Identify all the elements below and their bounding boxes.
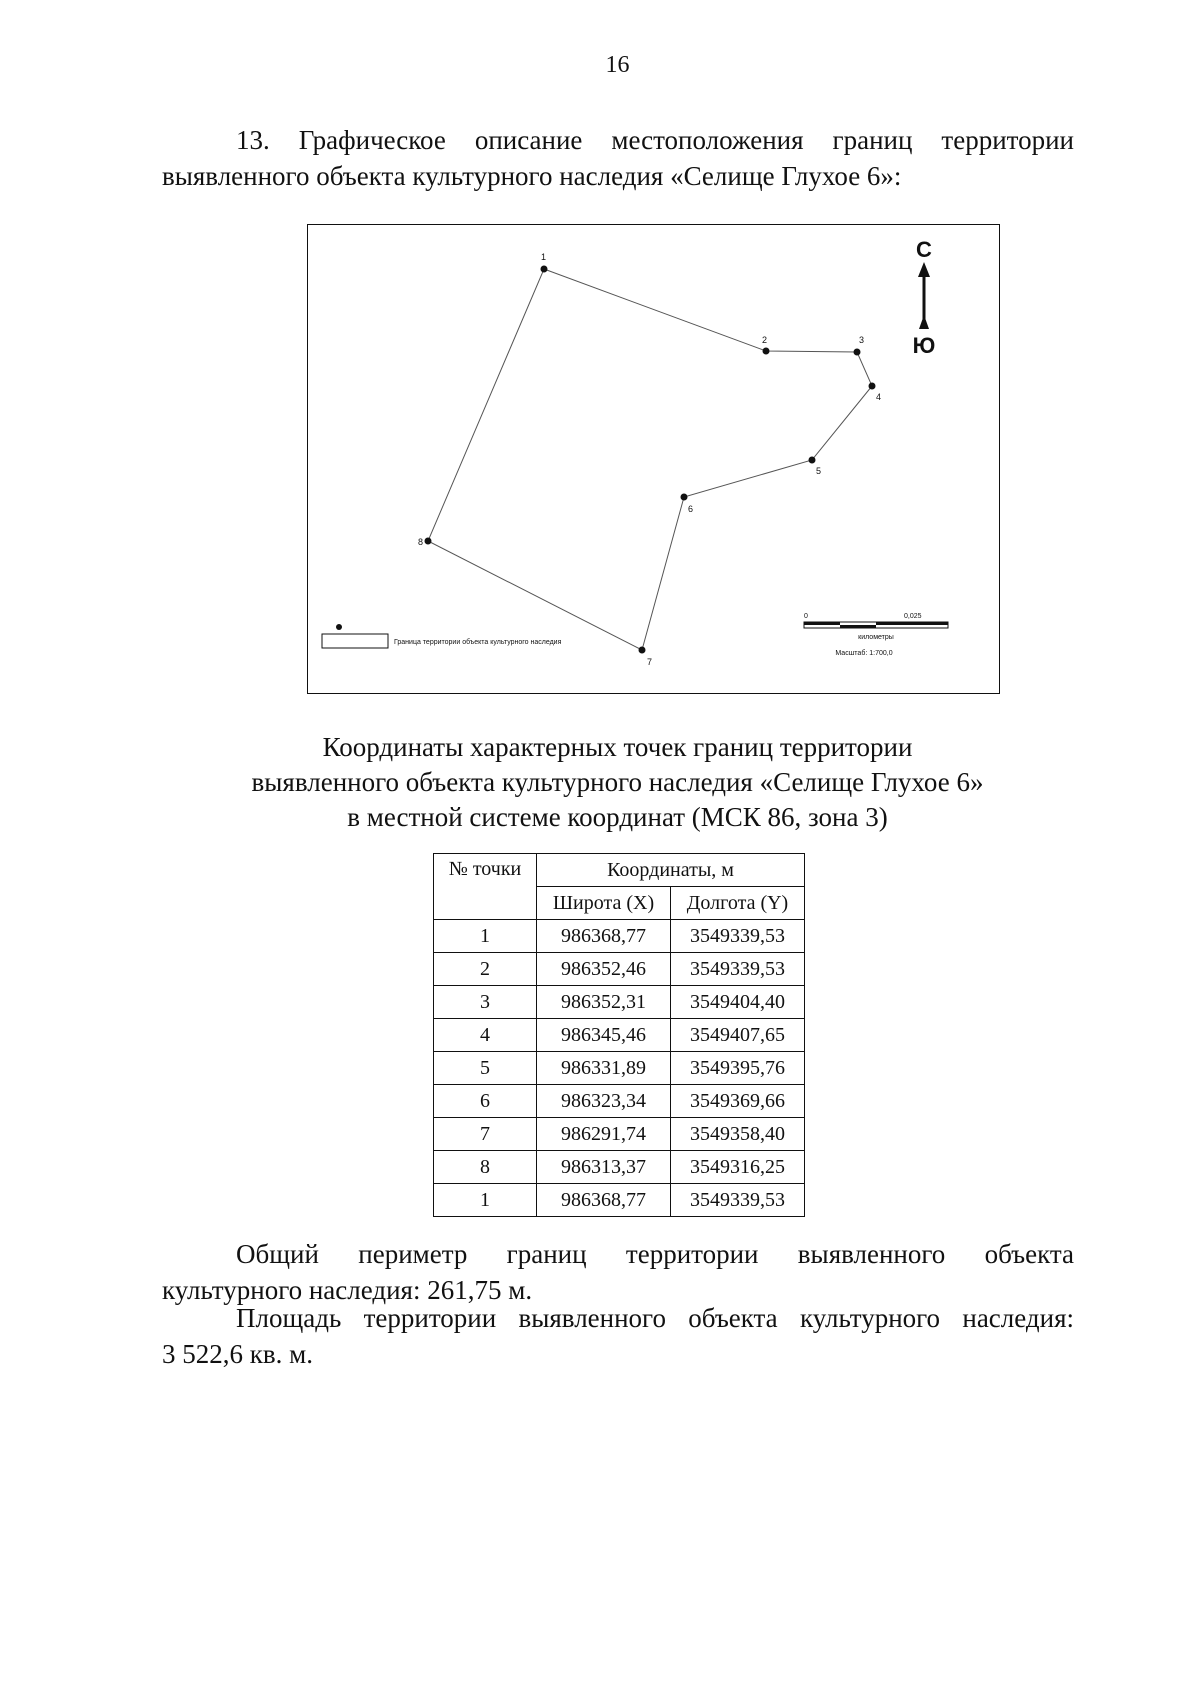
boundary-points	[425, 266, 876, 654]
area-line-1: Площадь территории выявленного объекта культурного наследия:	[236, 1303, 1074, 1333]
point-marker-2	[763, 348, 770, 355]
point-number-cell: 3	[434, 986, 537, 1019]
point-marker-1	[541, 266, 548, 273]
x-cell: 986313,37	[537, 1151, 671, 1184]
point-marker-6	[681, 494, 688, 501]
y-cell: 3549395,76	[671, 1052, 805, 1085]
y-cell: 3549407,65	[671, 1019, 805, 1052]
perimeter-line-1: Общий периметр границ территории выявленного объекта	[236, 1239, 1074, 1269]
scale-start-label: 0	[804, 613, 808, 620]
boundary-polygon	[428, 269, 872, 650]
point-marker-7	[639, 647, 646, 654]
perimeter-line-2: культурного наследия: 261,75 м.	[162, 1275, 533, 1305]
x-cell: 986323,34	[537, 1085, 671, 1118]
map-legend	[322, 624, 562, 648]
area-paragraph	[162, 1300, 1074, 1372]
table-row	[434, 920, 805, 953]
map-svg	[308, 225, 998, 692]
point-marker-4	[869, 383, 876, 390]
table-row	[434, 986, 805, 1019]
point-label-6: 6	[688, 504, 694, 514]
south-label: Ю	[912, 333, 936, 358]
coordinates-title	[0, 730, 1200, 835]
boundary-map	[307, 224, 1000, 694]
y-cell: 3549316,25	[671, 1151, 805, 1184]
point-marker-3	[854, 349, 861, 356]
coordinates-title-line-3: в местной системе координат (МСК 86, зона 3)	[347, 802, 888, 832]
point-label-8: 8	[418, 537, 424, 547]
point-number-cell: 7	[434, 1118, 537, 1151]
x-cell: 986345,46	[537, 1019, 671, 1052]
scale-ratio-label: Масштаб: 1:700,0	[835, 650, 893, 657]
x-cell: 986352,46	[537, 953, 671, 986]
table-row	[434, 1052, 805, 1085]
x-cell: 986331,89	[537, 1052, 671, 1085]
point-label-5: 5	[816, 466, 822, 476]
coordinates-title-line-2: выявленного объекта культурного наследия «Селище Глухое 6»	[251, 767, 984, 797]
point-label-2: 2	[762, 335, 768, 345]
intro-line-1: 13. Графическое описание местоположения границ территории	[236, 125, 1074, 155]
header-latitude: Широта (X)	[537, 887, 671, 920]
table-row	[434, 1184, 805, 1217]
point-number-cell: 2	[434, 953, 537, 986]
scale-units-label: километры	[858, 634, 894, 641]
x-cell: 986291,74	[537, 1118, 671, 1151]
scale-bar	[804, 613, 948, 657]
point-number-cell: 8	[434, 1151, 537, 1184]
point-number-cell: 5	[434, 1052, 537, 1085]
point-label-3: 3	[859, 335, 865, 345]
x-cell: 986368,77	[537, 1184, 671, 1217]
scale-end-label: 0,025	[904, 613, 922, 620]
table-row	[434, 1118, 805, 1151]
y-cell: 3549339,53	[671, 920, 805, 953]
point-number-cell: 6	[434, 1085, 537, 1118]
y-cell: 3549339,53	[671, 953, 805, 986]
point-marker-5	[809, 457, 816, 464]
legend-point-icon	[336, 624, 342, 630]
y-cell: 3549404,40	[671, 986, 805, 1019]
header-longitude: Долгота (Y)	[671, 887, 805, 920]
y-cell: 3549369,66	[671, 1085, 805, 1118]
point-marker-8	[425, 538, 432, 545]
intro-line-2: выявленного объекта культурного наследия «Селище Глухое 6»:	[162, 161, 902, 191]
table-row	[434, 953, 805, 986]
page-number: 16	[605, 52, 630, 78]
point-label-1: 1	[541, 252, 547, 262]
north-label: С	[916, 237, 932, 262]
legend-label: Граница территории объекта культурного наследия	[394, 639, 562, 646]
section-heading	[162, 122, 1074, 194]
header-coordinates: Координаты, м	[537, 854, 805, 887]
point-label-7: 7	[647, 657, 653, 667]
header-point-number: № точки	[434, 854, 537, 920]
coordinates-title-line-1: Координаты характерных точек границ территории	[322, 732, 913, 762]
area-line-2: 3 522,6 кв. м.	[162, 1339, 313, 1369]
coordinates-table	[433, 853, 805, 1217]
point-number-cell: 4	[434, 1019, 537, 1052]
x-cell: 986352,31	[537, 986, 671, 1019]
legend-swatch	[322, 634, 388, 648]
point-number-cell: 1	[434, 920, 537, 953]
table-row	[434, 1019, 805, 1052]
point-label-4: 4	[876, 392, 882, 402]
x-cell: 986368,77	[537, 920, 671, 953]
table-row	[434, 1151, 805, 1184]
perimeter-paragraph	[162, 1236, 1074, 1308]
point-number-cell: 1	[434, 1184, 537, 1217]
y-cell: 3549358,40	[671, 1118, 805, 1151]
table-row	[434, 1085, 805, 1118]
north-arrow-icon	[913, 237, 936, 358]
y-cell: 3549339,53	[671, 1184, 805, 1217]
